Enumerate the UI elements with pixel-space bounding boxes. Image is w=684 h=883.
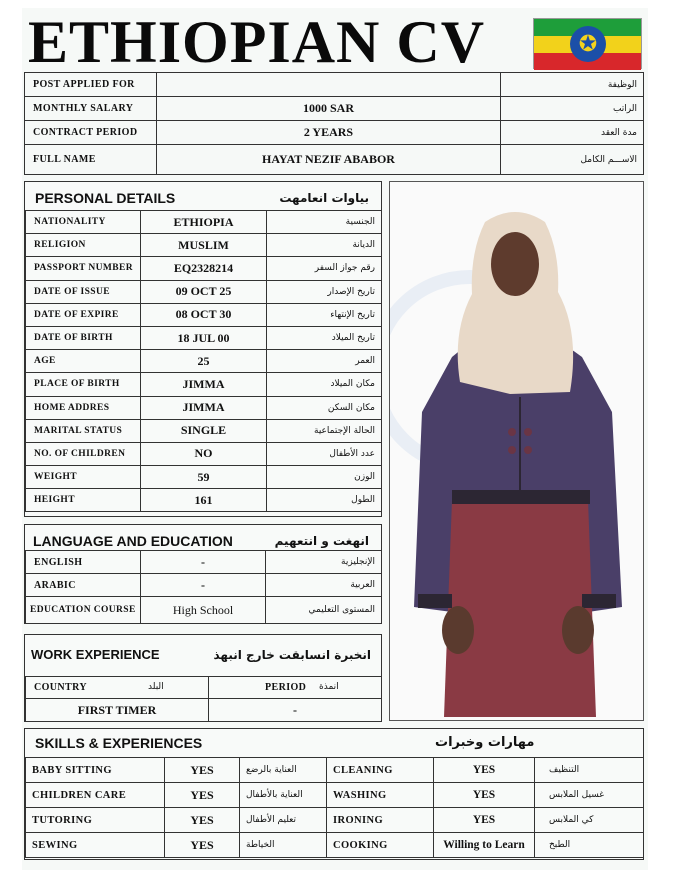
education-label: EDUCATION COURSE [26,597,141,624]
work-experience-title-arabic: انخبرة انسابقت خارج انبهذ [213,648,371,662]
skill-right-arabic: الطبخ [535,833,644,858]
arabic-value: - [141,574,266,597]
personal-detail-label: DATE OF ISSUE [26,280,141,303]
work-experience-title: WORK EXPERIENCE [31,647,160,662]
personal-detail-value: 59 [141,466,267,489]
post-applied-row [25,73,644,97]
skill-left-value: YES [165,808,240,833]
personal-detail-arabic: رقم جواز السفر [267,257,382,280]
personal-detail-row [26,280,382,303]
skill-left-arabic: تعليم الأطفال [240,808,327,833]
ethiopian-flag [533,18,642,69]
english-label: ENGLISH [26,551,141,574]
arabic-label: ARABIC [26,574,141,597]
skill-left-label: CHILDREN CARE [26,783,165,808]
skill-right-value: YES [434,783,535,808]
skill-left-arabic: العناية بالرضع [240,758,327,783]
personal-detail-row [26,326,382,349]
personal-detail-row [26,396,382,419]
personal-detail-arabic: الحالة الإجتماعية [267,419,382,442]
full-name-row [25,145,644,175]
contract-period-row [25,121,644,145]
post-applied-label: POST APPLIED FOR [25,73,157,97]
education-row [26,597,382,624]
period-arabic: انمذة [319,682,339,692]
personal-detail-label: PASSPORT NUMBER [26,257,141,280]
personal-detail-arabic: الديانة [267,234,382,257]
skill-left-label: TUTORING [26,808,165,833]
personal-detail-label: HEIGHT [26,489,141,512]
skill-right-label: IRONING [327,808,434,833]
english-value: - [141,551,266,574]
star-icon: ✪ [570,26,606,62]
skills-title: SKILLS & EXPERIENCES [35,735,203,751]
arabic-row [26,574,382,597]
personal-detail-label: DATE OF EXPIRE [26,303,141,326]
education-arabic: المستوى التعليمي [266,597,382,624]
header-info-table [24,72,644,175]
work-header-row [26,677,382,699]
work-experience-section [24,634,382,722]
personal-detail-value: 08 OCT 30 [141,303,267,326]
post-applied-value [157,73,501,97]
personal-details-title-arabic: بياوات انعامهت [279,191,369,205]
period-value: - [209,699,382,722]
personal-detail-row [26,234,382,257]
personal-detail-row [26,257,382,280]
skill-left-value: YES [165,833,240,858]
personal-detail-value: MUSLIM [141,234,267,257]
skill-row [26,833,644,858]
language-education-title: LANGUAGE AND EDUCATION [33,533,233,549]
personal-detail-value: 09 OCT 25 [141,280,267,303]
skill-right-label: COOKING [327,833,434,858]
skill-row [26,808,644,833]
personal-detail-value: 161 [141,489,267,512]
skill-right-value: YES [434,808,535,833]
candidate-photo [389,181,644,721]
language-education-section [24,524,382,624]
monthly-salary-label: MONTHLY SALARY [25,97,157,121]
full-name-label: FULL NAME [25,145,157,175]
personal-detail-arabic: عدد الأطفال [267,442,382,465]
skills-title-arabic: مهارات وخبرات [435,735,535,750]
skill-right-label: CLEANING [327,758,434,783]
arabic-arabic: العربية [266,574,382,597]
skill-left-label: SEWING [26,833,165,858]
personal-detail-row [26,442,382,465]
personal-detail-row [26,303,382,326]
contract-period-label: CONTRACT PERIOD [25,121,157,145]
personal-detail-row [26,211,382,234]
personal-detail-arabic: الطول [267,489,382,512]
personal-detail-label: MARITAL STATUS [26,419,141,442]
skill-right-label: WASHING [327,783,434,808]
personal-detail-label: DATE OF BIRTH [26,326,141,349]
skill-left-arabic: العناية بالأطفال [240,783,327,808]
personal-detail-label: AGE [26,350,141,373]
personal-detail-row [26,350,382,373]
full-name-value: HAYAT NEZIF ABABOR [157,145,501,175]
personal-detail-arabic: العمر [267,350,382,373]
personal-detail-arabic: مكان السكن [267,396,382,419]
skills-table [25,757,644,858]
contract-period-arabic: مدة العقد [501,121,644,145]
personal-detail-value: 25 [141,350,267,373]
personal-detail-value: 18 JUL 00 [141,326,267,349]
personal-details-table [25,210,382,512]
country-label: COUNTRY [34,682,88,693]
work-value-row [26,699,382,722]
skill-right-value: Willing to Learn [434,833,535,858]
skills-section [24,728,644,860]
personal-details-title: PERSONAL DETAILS [35,190,176,206]
language-education-title-arabic: انهغت و انتعهيم [274,534,369,548]
skill-left-value: YES [165,783,240,808]
personal-detail-value: ETHIOPIA [141,211,267,234]
personal-detail-value: JIMMA [141,373,267,396]
english-arabic: الإنجليزية [266,551,382,574]
personal-detail-arabic: الوزن [267,466,382,489]
personal-detail-label: RELIGION [26,234,141,257]
skill-left-value: YES [165,758,240,783]
country-arabic: البلد [148,682,164,692]
personal-detail-arabic: تاريخ الميلاد [267,326,382,349]
personal-detail-arabic: مكان الميلاد [267,373,382,396]
personal-detail-value: SINGLE [141,419,267,442]
skill-right-arabic: غسيل الملابس [535,783,644,808]
skill-left-arabic: الخياطة [240,833,327,858]
personal-detail-value: EQ2328214 [141,257,267,280]
personal-detail-row [26,419,382,442]
education-value: High School [141,597,266,624]
personal-detail-label: HOME ADDRES [26,396,141,419]
personal-detail-arabic: الجنسية [267,211,382,234]
personal-detail-label: WEIGHT [26,466,141,489]
personal-detail-row [26,489,382,512]
skill-right-arabic: كي الملابس [535,808,644,833]
personal-detail-value: JIMMA [141,396,267,419]
english-row [26,551,382,574]
skill-left-label: BABY SITTING [26,758,165,783]
cv-title: ETHIOPIAN CV [28,9,486,75]
person-photo-illustration [390,182,644,721]
skill-right-arabic: التنظيف [535,758,644,783]
language-education-table [25,550,382,624]
personal-detail-arabic: تاريخ الإصدار [267,280,382,303]
post-applied-arabic: الوظيفة [501,73,644,97]
personal-detail-row [26,466,382,489]
skill-row [26,758,644,783]
personal-detail-arabic: تاريخ الإنتهاء [267,303,382,326]
skill-right-value: YES [434,758,535,783]
personal-details-section [24,181,382,517]
contract-period-value: 2 YEARS [157,121,501,145]
full-name-arabic: الاســـم الكامل [501,145,644,175]
monthly-salary-value: 1000 SAR [157,97,501,121]
country-value: FIRST TIMER [26,699,209,722]
period-label: PERIOD [265,682,307,693]
personal-detail-row [26,373,382,396]
period-header [209,677,382,699]
country-header [26,677,209,699]
personal-detail-label: NATIONALITY [26,211,141,234]
skill-row [26,783,644,808]
personal-detail-value: NO [141,442,267,465]
monthly-salary-row [25,97,644,121]
work-experience-table [25,676,382,722]
monthly-salary-arabic: الراتب [501,97,644,121]
personal-detail-label: PLACE OF BIRTH [26,373,141,396]
personal-detail-label: NO. OF CHILDREN [26,442,141,465]
